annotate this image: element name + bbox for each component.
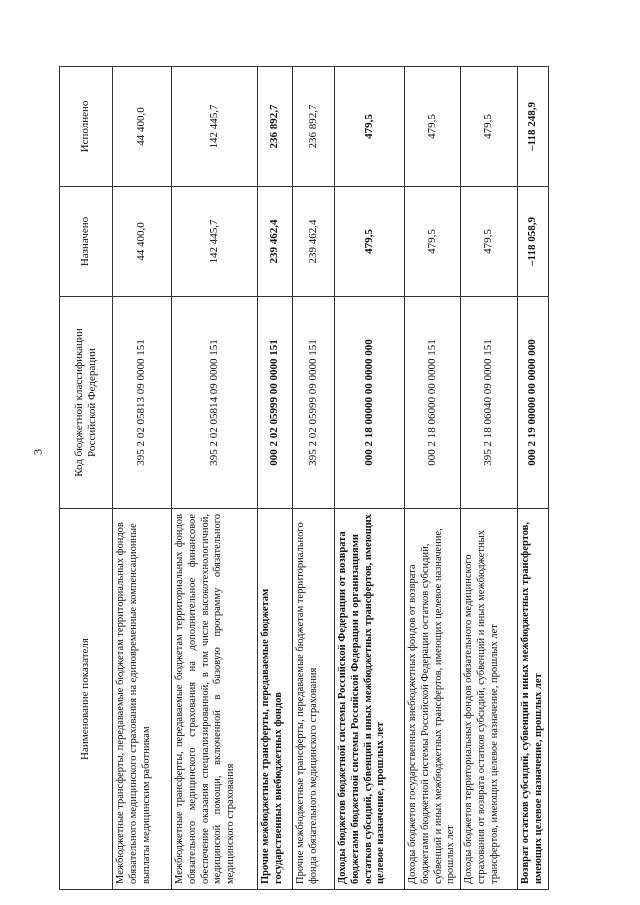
page-number: 3 xyxy=(30,449,45,455)
row-planned: –118 058,9 xyxy=(518,187,549,297)
row-planned: 239 462,4 xyxy=(293,187,335,297)
table-row xyxy=(172,67,258,890)
header-name: Наименование показателя xyxy=(60,509,113,890)
row-executed: 479,5 xyxy=(405,67,461,187)
header-code: Код бюджетной классификации Российской Федерации xyxy=(60,297,113,509)
budget-table xyxy=(59,66,549,890)
row-name: Прочие межбюджетные трансферты, передаваемые бюджетам территориального фонда обязательного медицинского страхования xyxy=(293,509,335,890)
row-executed: 44 400,0 xyxy=(113,67,172,187)
row-planned: 479,5 xyxy=(405,187,461,297)
table-row xyxy=(335,67,405,890)
row-name: Прочие межбюджетные трансферты, передаваемые бюджетам государственных внебюджетных фондов xyxy=(258,509,293,890)
row-planned: 479,5 xyxy=(335,187,405,297)
row-executed: 236 892,7 xyxy=(258,67,293,187)
table-header-row xyxy=(60,67,113,890)
row-name: Доходы бюджетов бюджетной системы Российской Федерации от возврата бюджетами бюджетной системы Российской Федерации и организациями остатков субсидий, субвенций и иных межбюджетных трансфертов, имеющих целевое назначение, прошлых лет xyxy=(335,509,405,890)
header-executed: Исполнено xyxy=(60,67,113,187)
row-planned: 239 462,4 xyxy=(258,187,293,297)
row-code: 395 2 02 05814 09 0000 151 xyxy=(172,297,258,509)
table-row xyxy=(113,67,172,890)
row-code: 395 2 02 05813 09 0000 151 xyxy=(113,297,172,509)
row-code: 000 2 02 05999 00 0000 151 xyxy=(258,297,293,509)
header-planned: Назначено xyxy=(60,187,113,297)
row-planned: 142 445,7 xyxy=(172,187,258,297)
table-row xyxy=(461,67,518,890)
budget-sheet xyxy=(59,67,544,890)
row-code: 395 2 02 05999 09 0000 151 xyxy=(293,297,335,509)
table-row xyxy=(293,67,335,890)
row-planned: 479,5 xyxy=(461,187,518,297)
row-name: Доходы бюджетов территориальных фондов обязательного медицинского страхования от возврата остатков субсидий, субвенций и иных межбюджетных трансфертов, имеющих целевое назначение, прошлых лет xyxy=(461,509,518,890)
row-planned: 44 400,0 xyxy=(113,187,172,297)
row-executed: –118 248,9 xyxy=(518,67,549,187)
row-code: 000 2 18 06000 00 0000 151 xyxy=(405,297,461,509)
table-row xyxy=(258,67,293,890)
row-name: Доходы бюджетов государственных внебюджетных фондов от возврата бюджетами бюджетной системы Российской Федерации остатков субсидий, субвенций и иных межбюджетных трансфертов, имеющих целевое назначение, прошлых лет xyxy=(405,509,461,890)
table-row xyxy=(405,67,461,890)
row-code: 395 2 18 06040 09 0000 151 xyxy=(461,297,518,509)
row-executed: 479,5 xyxy=(461,67,518,187)
row-name: Возврат остатков субсидий, субвенций и иных межбюджетных трансфертов, имеющих целевое назначение, прошлых лет xyxy=(518,509,549,890)
row-code: 000 2 18 00000 00 0000 000 xyxy=(335,297,405,509)
row-name: Межбюджетные трансферты, передаваемые бюджетам территориальных фондов обязательного медицинского страхования на единовременные компенсационные выплаты медицинским работникам xyxy=(113,509,172,890)
row-executed: 236 892,7 xyxy=(293,67,335,187)
row-executed: 142 445,7 xyxy=(172,67,258,187)
row-code: 000 2 19 00000 00 0000 000 xyxy=(518,297,549,509)
rotated-table-frame xyxy=(59,67,544,890)
row-name: Межбюджетные трансферты, передаваемые бюджетам территориальных фондов обязательного медицинского страхования на дополнительное финансовое обеспечение оказания специализированной, в том числе высокотехнологичной, медицинской помощи, включенной в базовую программу обязательного медицинского страхования xyxy=(172,509,258,890)
table-row xyxy=(518,67,549,890)
row-executed: 479,5 xyxy=(335,67,405,187)
